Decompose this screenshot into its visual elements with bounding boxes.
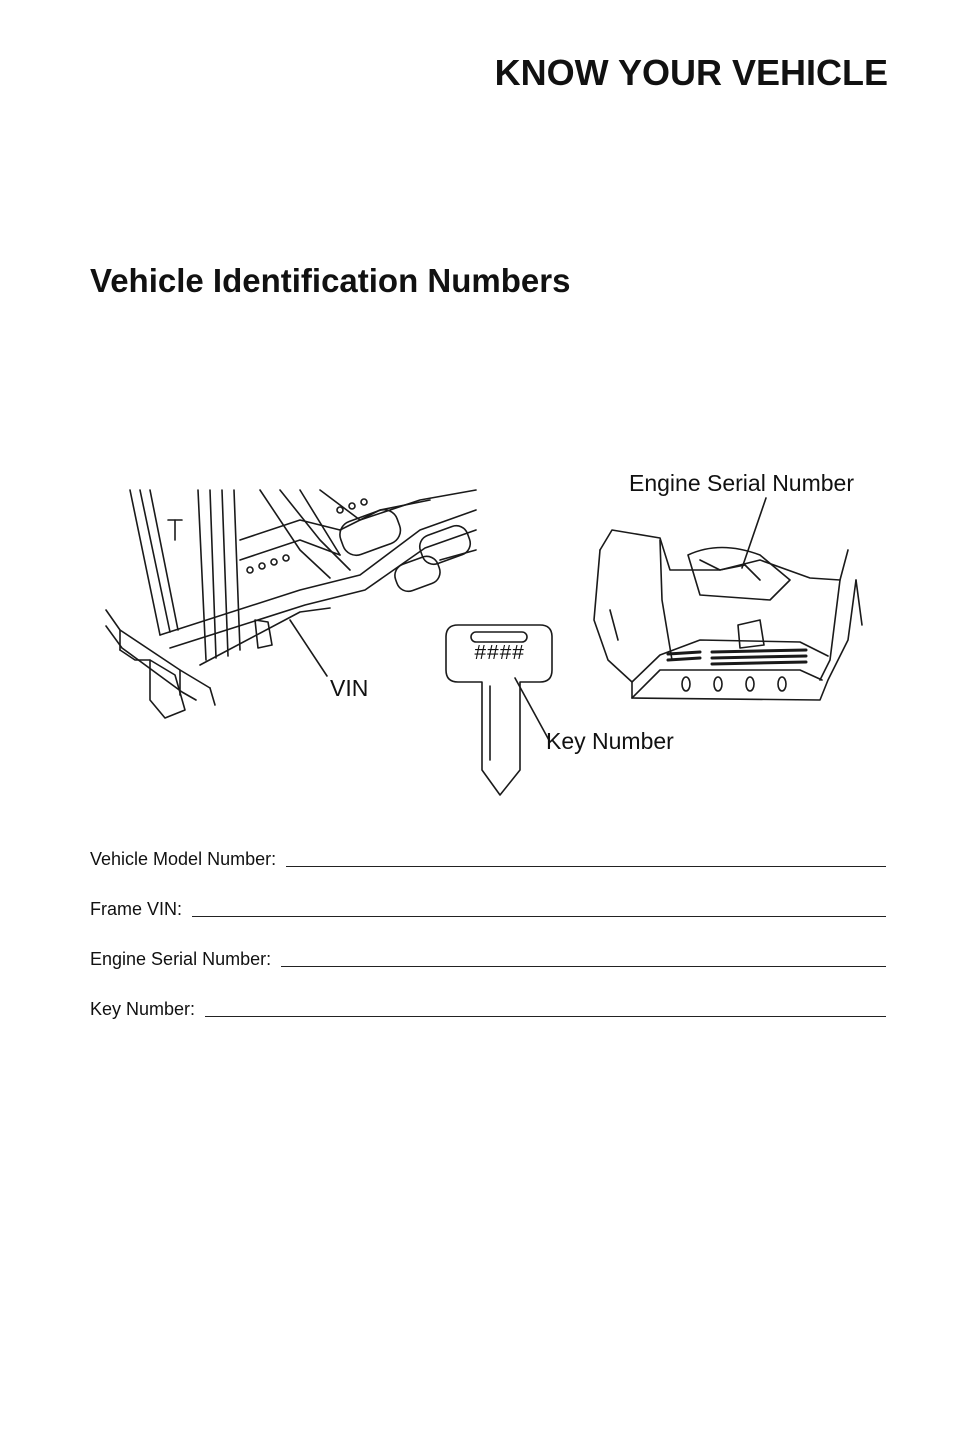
field-label: Vehicle Model Number: [90,849,277,869]
field-row-frame-vin [90,888,886,920]
field-row-engine-serial [90,938,886,970]
key-number-blank[interactable] [205,996,886,1017]
vin-callout: VIN [330,675,369,701]
engine-serial-callout: Engine Serial Number [629,470,855,496]
identification-figure [0,460,954,810]
vehicle-illustration [0,460,954,810]
field-label: Key Number: [90,999,196,1019]
frame-drawing [106,490,476,718]
key-number-callout: Key Number [546,728,674,754]
field-row-key-number [90,988,886,1020]
engine-serial-blank[interactable] [281,946,886,967]
key-number-mark: #### [474,643,525,666]
field-row-model-number [90,838,886,870]
field-label: Engine Serial Number: [90,949,272,969]
engine-hatching [668,650,806,664]
page-heading: Vehicle Identification Numbers [90,262,571,299]
engine-drawing [594,530,862,700]
identification-form [90,838,886,1038]
model-number-blank[interactable] [286,846,886,867]
frame-vin-blank[interactable] [192,896,886,917]
section-title: KNOW YOUR VEHICLE [494,52,888,93]
field-label: Frame VIN: [90,899,183,919]
